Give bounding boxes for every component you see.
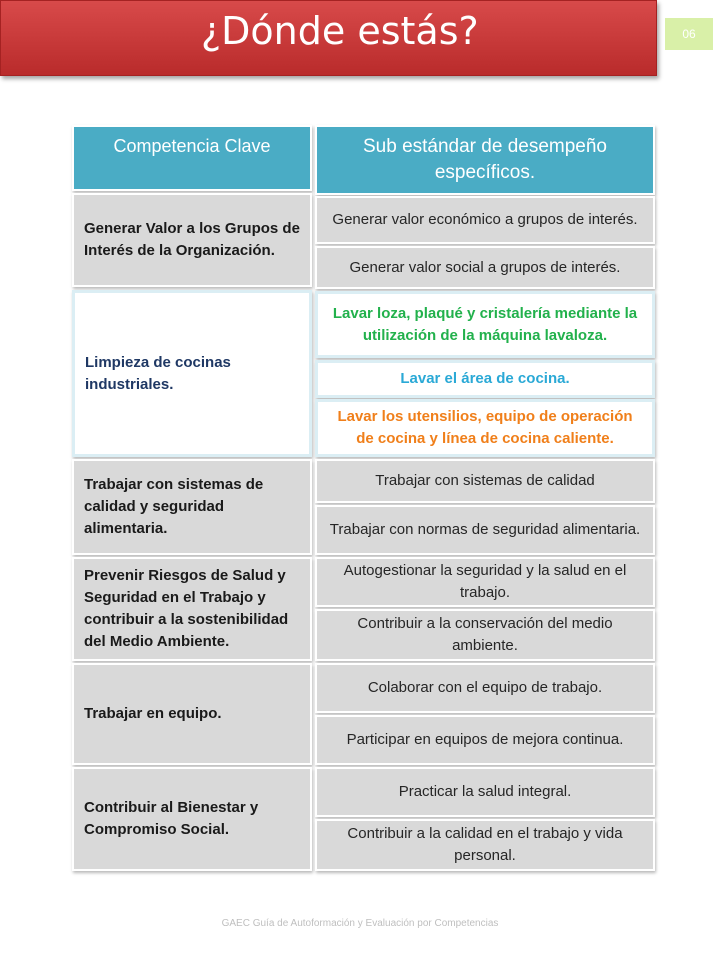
competencia-cell: Contribuir al Bienestar y Compromiso Social.	[72, 767, 312, 871]
competencia-cell: Prevenir Riesgos de Salud y Seguridad en el Trabajo y contribuir a la sostenibilidad del Medio Ambiente.	[72, 557, 312, 661]
sub-estandar-cell-cyan: Lavar el área de cocina.	[315, 360, 655, 398]
sub-estandar-cell-green: Lavar loza, plaqué y cristalería mediante la utilización de la máquina lavaloza.	[315, 291, 655, 358]
column-header-sub-estandar: Sub estándar de desempeño específicos.	[315, 125, 655, 195]
competencia-cell: Generar Valor a los Grupos de Interés de la Organización.	[72, 193, 312, 287]
competencia-cell: Trabajar con sistemas de calidad y seguridad alimentaria.	[72, 459, 312, 555]
sub-estandar-cell: Contribuir a la calidad en el trabajo y vida personal.	[315, 819, 655, 871]
title-banner	[0, 0, 657, 76]
sub-estandar-cell: Autogestionar la seguridad y la salud en el trabajo.	[315, 557, 655, 607]
competencia-cell: Trabajar en equipo.	[72, 663, 312, 765]
sub-estandar-cell-orange: Lavar los utensilios, equipo de operación de cocina y línea de cocina caliente.	[315, 399, 655, 457]
sub-estandar-cell: Generar valor social a grupos de interés.	[315, 246, 655, 289]
sub-estandar-cell: Participar en equipos de mejora continua.	[315, 715, 655, 765]
sub-estandar-cell: Contribuir a la conservación del medio ambiente.	[315, 609, 655, 661]
competencia-cell-highlight: Limpieza de cocinas industriales.	[72, 290, 312, 457]
sub-estandar-cell: Colaborar con el equipo de trabajo.	[315, 663, 655, 713]
sub-estandar-cell: Trabajar con sistemas de calidad	[315, 459, 655, 503]
sub-estandar-cell: Practicar la salud integral.	[315, 767, 655, 817]
page-number-badge: 06	[665, 18, 713, 50]
page-title: ¿Dónde estás?	[201, 9, 479, 53]
sub-estandar-cell: Generar valor económico a grupos de interés.	[315, 196, 655, 244]
footer-text: GAEC Guía de Autoformación y Evaluación por Competencias	[221, 918, 499, 929]
sub-estandar-cell: Trabajar con normas de seguridad alimentaria.	[315, 505, 655, 555]
column-header-competencia: Competencia Clave	[72, 125, 312, 191]
